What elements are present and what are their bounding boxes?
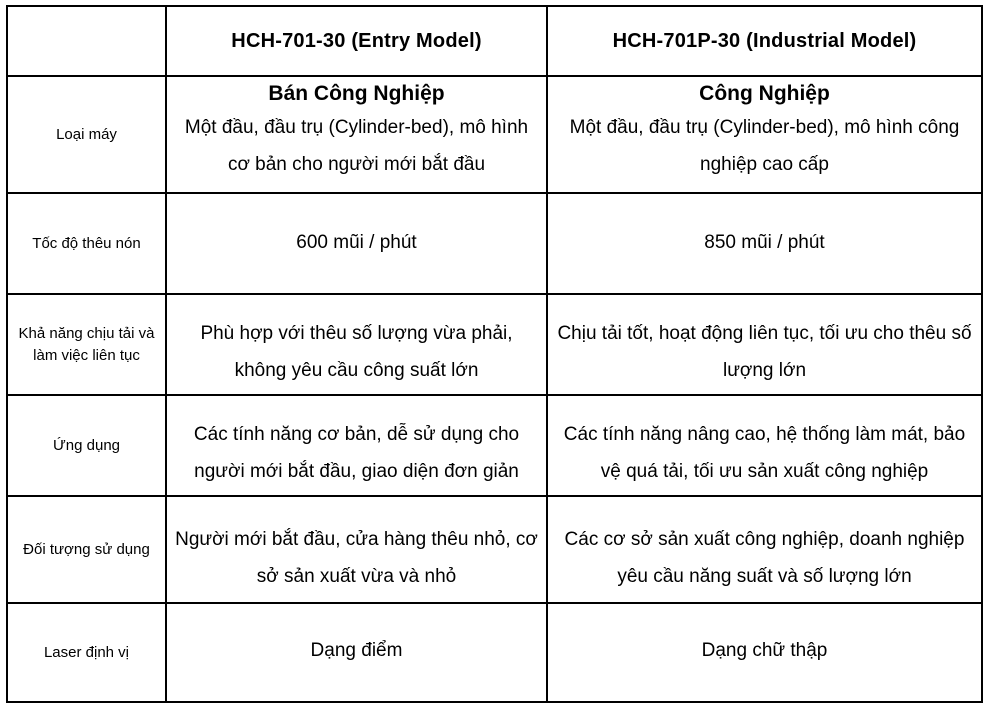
row-label-cap-speed: Tốc độ thêu nón: [7, 193, 166, 294]
industrial-target-users-cell: Các cơ sở sản xuất công nghiệp, doanh nghiệp yêu cầu năng suất và số lượng lớn: [547, 496, 982, 603]
table-row-load-capacity: [7, 294, 982, 395]
row-label-target-users: Đối tượng sử dụng: [7, 496, 166, 603]
row-label-load-capacity: Khả năng chịu tải và làm việc liên tục: [7, 294, 166, 395]
entry-machine-type-cell: [166, 76, 547, 193]
comparison-table: [6, 5, 983, 703]
entry-application-cell: Các tính năng cơ bản, dễ sử dụng cho người mới bắt đầu, giao diện đơn giản: [166, 395, 547, 496]
header-row: [7, 6, 982, 76]
industrial-model-header: HCH-701P-30 (Industrial Model): [547, 6, 982, 76]
industrial-cap-speed-cell: 850 mũi / phút: [547, 193, 982, 294]
industrial-machine-type-cell: [547, 76, 982, 193]
entry-cap-speed-cell: 600 mũi / phút: [166, 193, 547, 294]
table-row-laser: [7, 603, 982, 702]
row-label-application: Ứng dụng: [7, 395, 166, 496]
industrial-load-capacity-cell: Chịu tải tốt, hoạt động liên tục, tối ưu cho thêu số lượng lớn: [547, 294, 982, 395]
corner-cell: [7, 6, 166, 76]
entry-load-capacity-cell: Phù hợp với thêu số lượng vừa phải, không yêu cầu công suất lớn: [166, 294, 547, 395]
industrial-laser-cell: Dạng chữ thập: [547, 603, 982, 702]
entry-machine-type-title: Bán Công Nghiệp: [268, 82, 445, 105]
table-row-machine-type: [7, 76, 982, 193]
row-label-machine-type: Loại máy: [7, 76, 166, 193]
entry-model-header: HCH-701-30 (Entry Model): [166, 6, 547, 76]
table-row-application: [7, 395, 982, 496]
table-row-target-users: [7, 496, 982, 603]
industrial-machine-type-title: Công Nghiệp: [699, 82, 830, 105]
entry-laser-cell: Dạng điểm: [166, 603, 547, 702]
row-label-laser: Laser định vị: [7, 603, 166, 702]
industrial-machine-type-desc: Một đầu, đầu trụ (Cylinder-bed), mô hình công nghiệp cao cấp: [569, 117, 960, 175]
table-row-cap-speed: [7, 193, 982, 294]
entry-machine-type-desc: Một đầu, đầu trụ (Cylinder-bed), mô hình cơ bản cho người mới bắt đầu: [184, 117, 529, 175]
entry-target-users-cell: Người mới bắt đầu, cửa hàng thêu nhỏ, cơ sở sản xuất vừa và nhỏ: [166, 496, 547, 603]
industrial-application-cell: Các tính năng nâng cao, hệ thống làm mát, bảo vệ quá tải, tối ưu sản xuất công nghiệp: [547, 395, 982, 496]
